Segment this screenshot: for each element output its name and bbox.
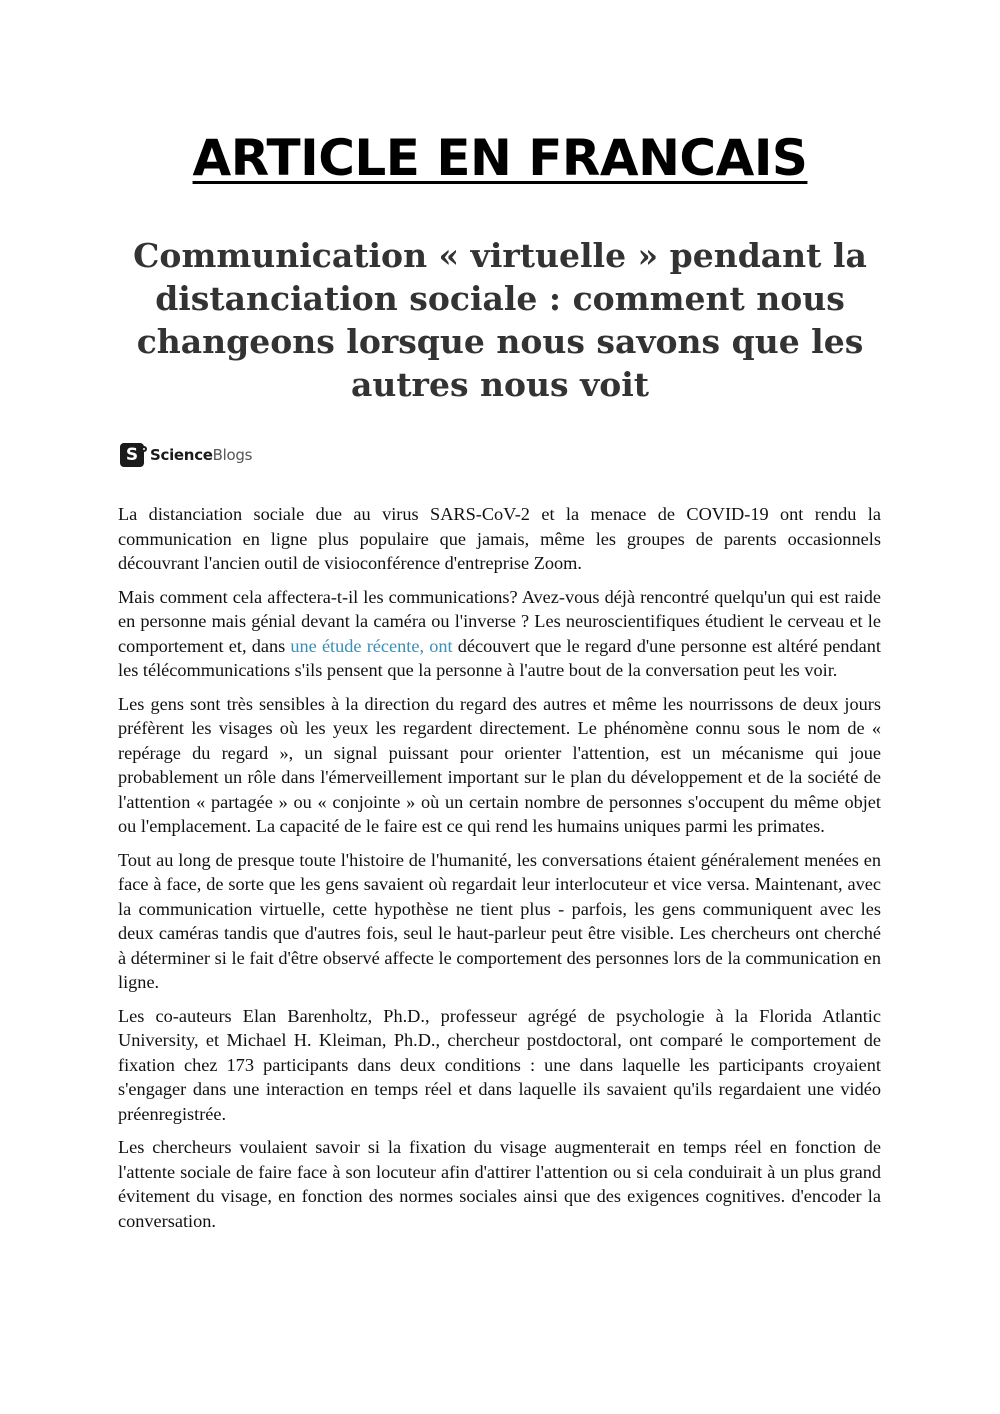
paragraph-2-before-link: Mais comment cela affectera-t-il les communications? Avez-vous déjà rencontré quelqu'un qui est raide en personne mais génial devant la caméra ou l'inverse ? Les neuroscientifiques étudient le cerveau et le comportement et, dans [118, 586, 881, 656]
scienceblogs-logo [120, 442, 252, 468]
study-link[interactable]: une étude récente, ont [290, 635, 453, 656]
paragraph-2-after-link: découvert que le regard d'une personne est altéré pendant les télécommunications s'ils pensent que la personne à l'autre bout de la conversation peut les voir. [118, 635, 882, 680]
paragraph-6: Les chercheurs voulaient savoir si la fixation du visage augmenterait en temps réel en fonction de l'attente sociale de faire face à son locuteur afin d'attirer l'attention ou si cela conduirait à un plus grand évitement du visage, en fonction des normes sociales ainsi que des exigences cognitives. d'encoder la conversation. [118, 1137, 881, 1231]
scienceblogs-logo-text [150, 446, 252, 464]
paragraph-4: Tout au long de presque toute l'histoire de l'humanité, les conversations étaient généralement menées en face à face, de sorte que les gens savaient où regardait leur interlocuteur et vice versa. Maintenant, avec la communication virtuelle, cette hypothèse ne tient plus - parfois, les gens communiquent avec les deux caméras tandis que d'autres fois, seul le haut-parleur peut être visible. Les chercheurs ont cherché à déterminer si le fait d'être observé affecte le comportement des personnes lors de la communication en ligne. [118, 849, 881, 992]
article-headline: Communication « virtuelle » pendant la distanciation sociale : comment nous changeons lorsque nous savons que les autres nous voit [133, 236, 867, 404]
page-title-text: ARTICLE EN FRANCAIS [192, 129, 808, 187]
paragraph-5: Les co-auteurs Elan Barenholtz, Ph.D., professeur agrégé de psychologie à la Florida Atlantic University, et Michael H. Kleiman, Ph.D., chercheur postdoctoral, ont comparé le comportement de fixation chez 173 participants dans deux conditions : une dans laquelle les participants croyaient s'engager dans une interaction en temps réel et dans laquelle ils savaient qu'ils regardaient une vidéo préenregistrée. [118, 1005, 881, 1124]
paragraph-1: La distanciation sociale due au virus SARS-CoV-2 et la menace de COVID-19 ont rendu la communication en ligne plus populaire que jamais, même les groupes de parents occasionnels découvrant l'ancien outil de visioconférence d'entreprise Zoom. [118, 504, 881, 573]
logo-text-blogs: Blogs [212, 446, 253, 464]
page-title [0, 128, 1000, 188]
paragraph-2 [118, 585, 881, 683]
paragraph-3: Les gens sont très sensibles à la direction du regard des autres et même les nourrissons de deux jours préfèrent les visages où les yeux les regardent directement. Le phénomène connu sous le nom de « repérage du regard », un signal puissant pour orienter l'attention, est un mécanisme qui joue probablement un rôle dans l'émerveillement important sur le plan du développement et de la société de l'attention « partagée » ou « conjointe » où un certain nombre de personnes s'occupent du même objet ou l'emplacement. La capacité de le faire est ce qui rend les humains uniques parmi les primates. [118, 693, 881, 836]
article-body [118, 502, 881, 1242]
scienceblogs-logo-icon: S [120, 443, 144, 467]
logo-text-science: Science [150, 446, 213, 464]
